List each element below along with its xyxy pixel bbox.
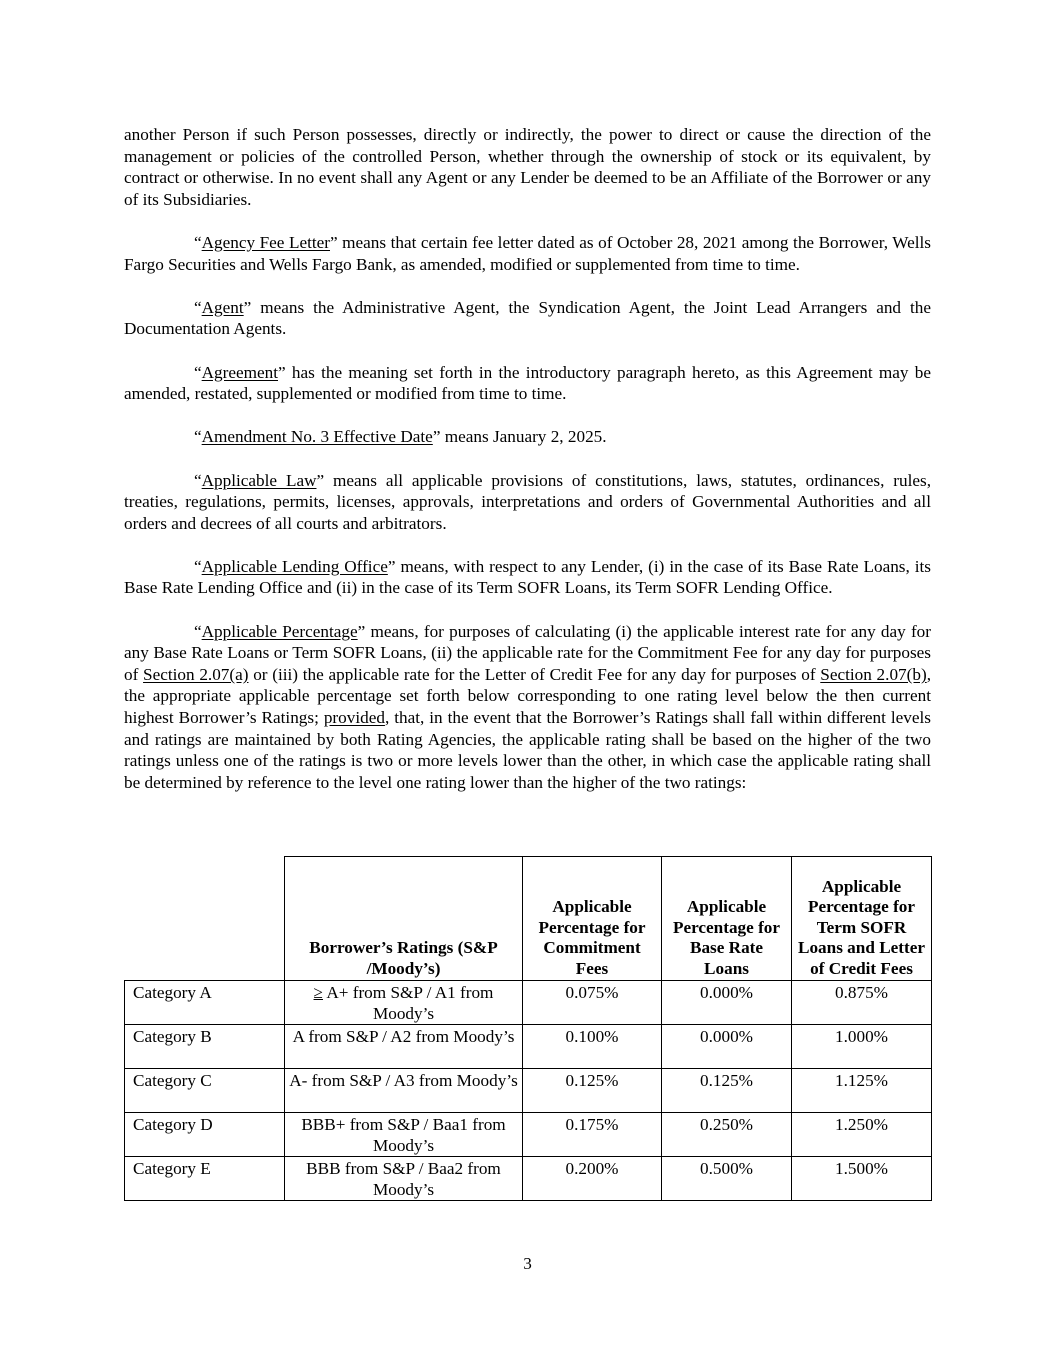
base-rate-cell: 0.000% bbox=[662, 981, 792, 1025]
table-row bbox=[125, 1113, 932, 1157]
definition-applicable-law: “Applicable Law” means all applicable provisions of constitutions, laws, statutes, ordinances, rules, treaties, regulations, permits, licenses, approvals, interpretations and orders of Governmental Authorities and all orders and decrees of all courts and arbitrators. bbox=[124, 470, 931, 533]
definition-amendment-effective-date: “Amendment No. 3 Effective Date” means January 2, 2025. bbox=[194, 427, 607, 447]
defined-term: Agreement bbox=[201, 362, 278, 382]
defined-term: Applicable Percentage bbox=[201, 621, 358, 641]
defined-term: Amendment No. 3 Effective Date bbox=[201, 427, 433, 447]
category-cell: Category B bbox=[125, 1025, 285, 1069]
category-cell: Category A bbox=[125, 981, 285, 1025]
applicable-percentage-table bbox=[124, 856, 932, 1201]
definition-agreement: “Agreement” has the meaning set forth in the introductory paragraph hereto, as this Agreement may be amended, restated, supplemented or modified from time to time. bbox=[124, 362, 931, 404]
commitment-fee-cell: 0.200% bbox=[523, 1157, 662, 1201]
header-borrower-ratings: Borrower’s Ratings (S&P /Moody’s) bbox=[285, 857, 523, 981]
header-commitment-fees: Applicable Percentage for Commitment Fees bbox=[523, 857, 662, 981]
section-reference: Section 2.07(a) bbox=[143, 664, 249, 684]
header-sofr-loans-and-lc-fees: Applicable Percentage for Term SOFR Loans and Letter of Credit Fees bbox=[792, 857, 932, 981]
defined-term: Agency Fee Letter bbox=[201, 232, 330, 252]
rating-cell: A from S&P / A2 from Moody’s bbox=[285, 1025, 523, 1069]
category-cell: Category E bbox=[125, 1157, 285, 1201]
definition-applicable-lending-office: “Applicable Lending Office” means, with respect to any Lender, (i) in the case of its Base Rate Loans, its Base Rate Lending Office and (ii) in the case of its Term SOFR Loans, its Term SOFR Lending Office. bbox=[124, 556, 932, 598]
table-row bbox=[125, 981, 932, 1025]
document-body bbox=[124, 124, 931, 815]
table-header-row bbox=[125, 857, 932, 981]
rating-cell: ≥ A+ from S&P / A1 from Moody’s bbox=[285, 981, 523, 1025]
commitment-fee-cell: 0.175% bbox=[523, 1113, 662, 1157]
rating-cell: A- from S&P / A3 from Moody’s bbox=[285, 1069, 523, 1113]
rating-cell: BBB+ from S&P / Baa1 from Moody’s bbox=[285, 1113, 523, 1157]
base-rate-cell: 0.250% bbox=[662, 1113, 792, 1157]
definition-agency-fee-letter: “Agency Fee Letter” means that certain fee letter dated as of October 28, 2021 among the Borrower, Wells Fargo Securities and Wells Fargo Bank, as amended, modified or supplemented from time to time. bbox=[124, 232, 931, 274]
defined-term: Applicable Law bbox=[201, 470, 317, 490]
sofr-cell: 1.250% bbox=[792, 1113, 932, 1157]
commitment-fee-cell: 0.125% bbox=[523, 1069, 662, 1113]
greater-or-equal-symbol: ≥ bbox=[313, 983, 323, 1002]
rating-cell: BBB from S&P / Baa2 from Moody’s bbox=[285, 1157, 523, 1201]
defined-term: Applicable Lending Office bbox=[201, 556, 388, 576]
sofr-cell: 0.875% bbox=[792, 981, 932, 1025]
sofr-cell: 1.500% bbox=[792, 1157, 932, 1201]
header-base-rate-loans: Applicable Percentage for Base Rate Loans bbox=[662, 857, 792, 981]
header-blank-cell bbox=[125, 857, 285, 981]
category-cell: Category D bbox=[125, 1113, 285, 1157]
page-number: 3 bbox=[523, 1254, 532, 1273]
category-cell: Category C bbox=[125, 1069, 285, 1113]
table-row bbox=[125, 1025, 932, 1069]
provided-term: provided bbox=[323, 708, 385, 728]
table-row bbox=[125, 1157, 932, 1201]
defined-term: Agent bbox=[201, 297, 244, 317]
definition-applicable-percentage: “Applicable Percentage” means, for purposes of calculating (i) the applicable interest rate for any day for any Base Rate Loans or Term SOFR Loans, (ii) the applicable rate for the Commitment Fee for any day for purposes of Section 2.07(a) or (iii) the applicable rate for the Letter of Credit Fee for any day for purposes of Section 2.07(b), the appropriate applicable percentage set forth below corresponding to one rating level below the then current highest Borrower’s Ratings; provided, that, in the event that the Borrower’s Ratings shall fall within different levels and ratings are maintained by both Rating Agencies, the applicable rating shall be based on the higher of the two ratings unless one of the ratings is two or more levels lower than the other, in which case the applicable rating shall be determined by reference to the level one rating lower than the higher of the two ratings: bbox=[124, 621, 931, 792]
commitment-fee-cell: 0.100% bbox=[523, 1025, 662, 1069]
base-rate-cell: 0.000% bbox=[662, 1025, 792, 1069]
sofr-cell: 1.125% bbox=[792, 1069, 932, 1113]
base-rate-cell: 0.500% bbox=[662, 1157, 792, 1201]
table-row bbox=[125, 1069, 932, 1113]
commitment-fee-cell: 0.075% bbox=[523, 981, 662, 1025]
section-reference: Section 2.07(b) bbox=[820, 664, 927, 684]
definition-agent: “Agent” means the Administrative Agent, the Syndication Agent, the Joint Lead Arrangers and the Documentation Agents. bbox=[124, 297, 931, 339]
base-rate-cell: 0.125% bbox=[662, 1069, 792, 1113]
sofr-cell: 1.000% bbox=[792, 1025, 932, 1069]
paragraph-affiliate-continuation: another Person if such Person possesses, directly or indirectly, the power to direct or cause the direction of the management or policies of the controlled Person, whether through the ownership of stock or its equivalent, by contract or otherwise. In no event shall any Agent or any Lender be deemed to be an Affiliate of the Borrower or any of its Subsidiaries. bbox=[124, 125, 931, 209]
